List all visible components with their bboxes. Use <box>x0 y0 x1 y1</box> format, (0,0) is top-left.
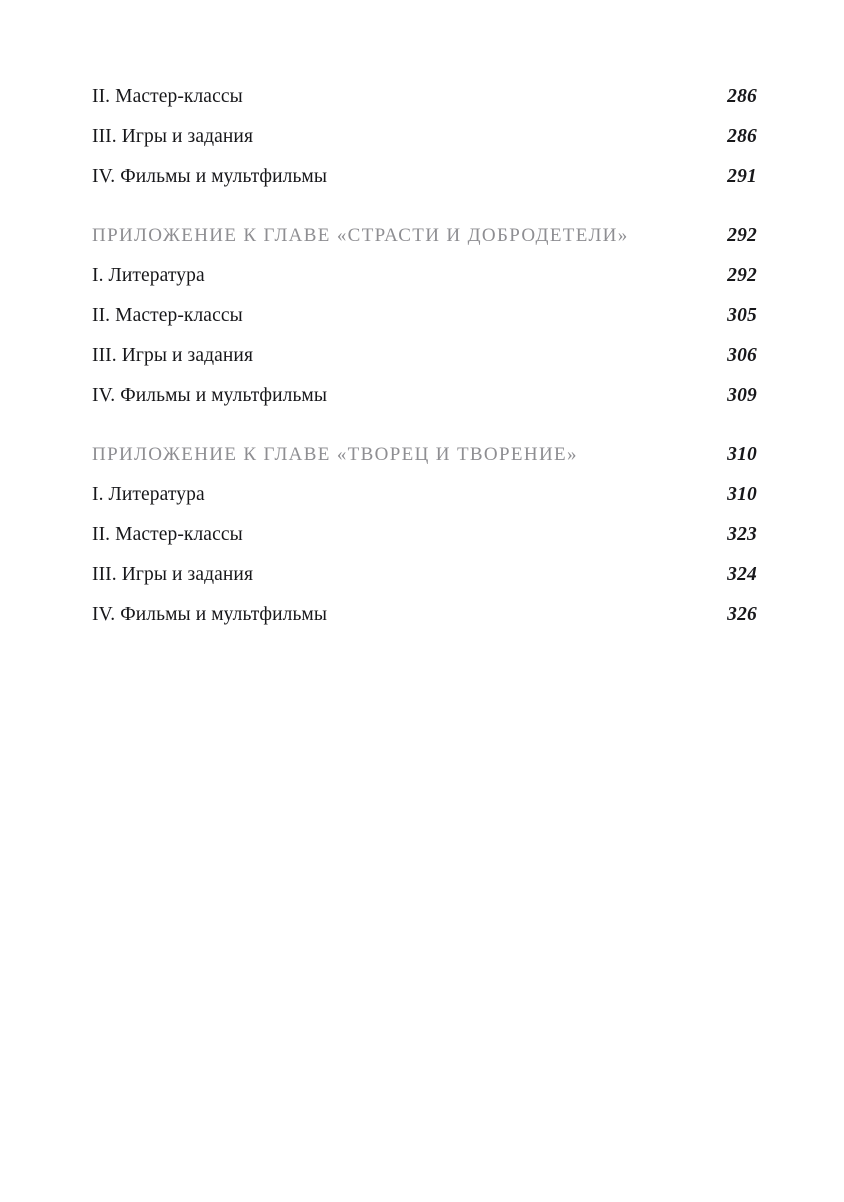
toc-entry-row[interactable] <box>92 604 757 644</box>
toc-entry-row[interactable] <box>92 345 757 385</box>
toc-entry-label: II. Мастер-классы <box>92 524 243 545</box>
toc-entry-row[interactable] <box>92 385 757 425</box>
toc-entry-label: III. Игры и задания <box>92 564 254 585</box>
toc-entry-label: I. Литература <box>92 265 205 286</box>
toc-entry-label: IV. Фильмы и мультфильмы <box>92 166 328 187</box>
toc-page-number: 306 <box>727 345 757 366</box>
toc-page-number: 323 <box>727 524 757 545</box>
toc-entry-row[interactable] <box>92 166 757 206</box>
toc-entry-row[interactable] <box>92 265 757 305</box>
toc-page-number: 292 <box>727 225 757 246</box>
toc-entry-row[interactable] <box>92 86 757 126</box>
toc-entry-label: IV. Фильмы и мультфильмы <box>92 385 328 406</box>
toc-section-row[interactable] <box>92 225 757 265</box>
toc-entry-label: II. Мастер-классы <box>92 86 243 107</box>
toc-page-number: 305 <box>727 305 757 326</box>
toc-page-number: 286 <box>727 86 757 107</box>
toc-section-row[interactable] <box>92 444 757 484</box>
toc-page-number: 310 <box>727 484 757 505</box>
toc-entry-row[interactable] <box>92 484 757 524</box>
toc-entry-row[interactable] <box>92 126 757 166</box>
toc-page-number: 324 <box>727 564 757 585</box>
toc-page-number: 326 <box>727 604 757 625</box>
toc-page-number: 286 <box>727 126 757 147</box>
toc-page-number: 309 <box>727 385 757 406</box>
toc-section-label: ПРИЛОЖЕНИЕ К ГЛАВЕ «СТРАСТИ И ДОБРОДЕТЕЛИ» <box>92 225 629 246</box>
toc-page-number: 291 <box>727 166 757 187</box>
toc-entry-label: III. Игры и задания <box>92 126 254 147</box>
toc-entry-row[interactable] <box>92 564 757 604</box>
toc-entry-label: III. Игры и задания <box>92 345 254 366</box>
toc-page-number: 292 <box>727 265 757 286</box>
toc-entry-label: II. Мастер-классы <box>92 305 243 326</box>
toc-section-label: ПРИЛОЖЕНИЕ К ГЛАВЕ «ТВОРЕЦ И ТВОРЕНИЕ» <box>92 444 578 465</box>
table-of-contents <box>92 86 757 644</box>
toc-entry-row[interactable] <box>92 305 757 345</box>
toc-entry-row[interactable] <box>92 524 757 564</box>
toc-entry-label: I. Литература <box>92 484 205 505</box>
toc-page-number: 310 <box>727 444 757 465</box>
toc-entry-label: IV. Фильмы и мультфильмы <box>92 604 328 625</box>
